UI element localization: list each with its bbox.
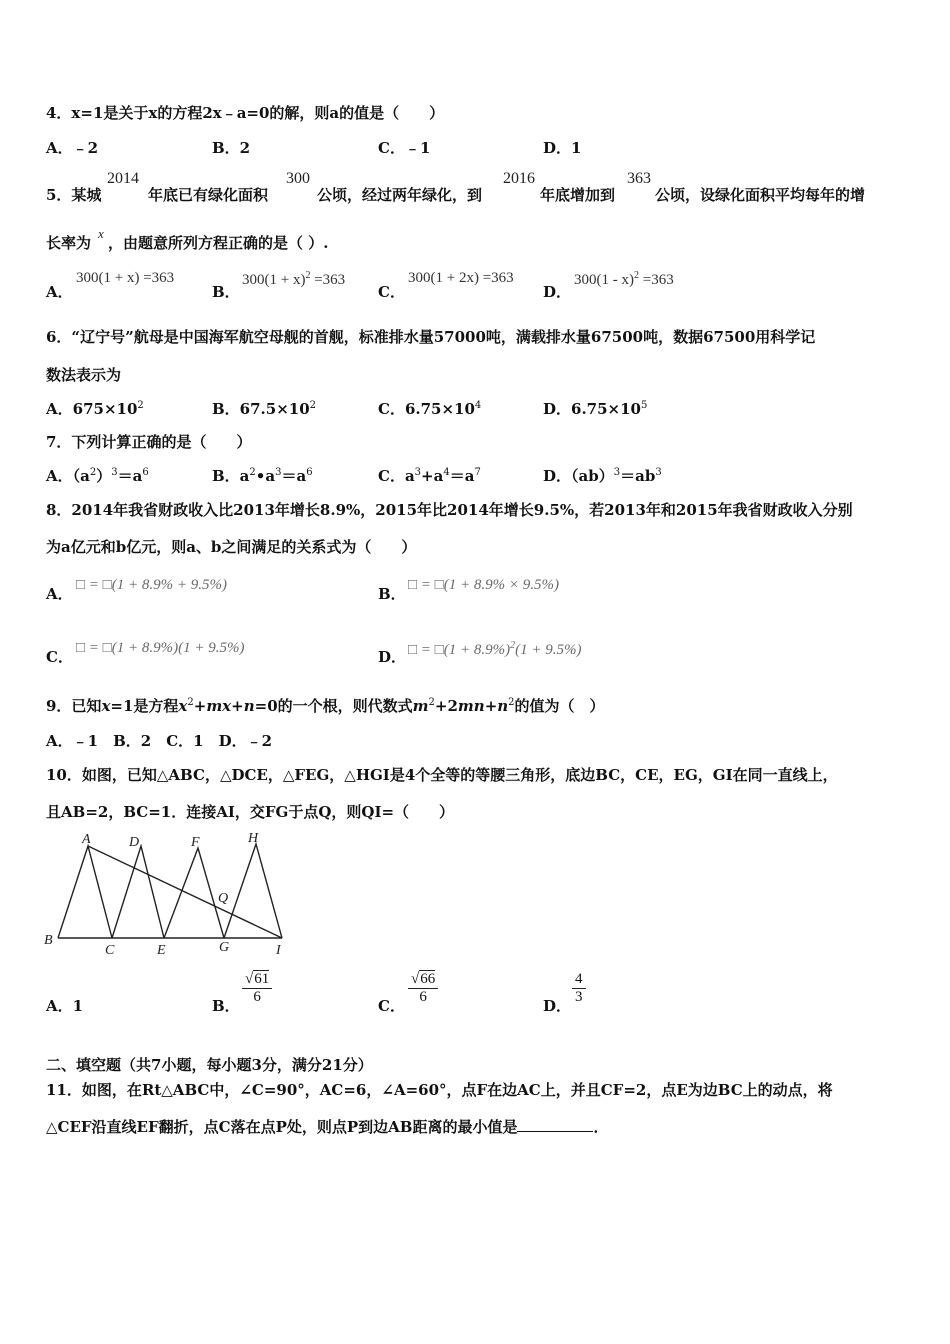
q6-option-d: D．$6.75\times 10^5$: [543, 400, 648, 418]
q8-option-a-label: A．: [46, 585, 73, 603]
q7-option-c: C．$a^3+a^4=a^7$: [378, 467, 481, 485]
q5-part2: 年底已有绿化面积: [148, 186, 269, 204]
q7-stem: 7．下列计算正确的是（ ）: [46, 433, 252, 451]
section2-title: 二、填空题（共7小题，每小题3分，满分21分）: [46, 1056, 373, 1074]
q5-option-d-expr: 300(1 - x)$^2$ =363: [574, 270, 674, 288]
q4-option-d: D．1: [543, 139, 582, 157]
q8-option-d-expr: □ = □(1 + 8.9%)$^2$(1 + 9.5%): [408, 640, 582, 658]
q5-option-d-label: D．: [543, 283, 572, 301]
q5-part4: 年底增加到: [540, 186, 616, 204]
q5-line2-a: 长率为: [46, 234, 92, 252]
q5-option-c-expr: 300(1 + 2x) =363: [408, 270, 514, 286]
fig-label-e: E: [157, 943, 166, 958]
q11-line2: △CEF沿直线EF翻折，点C落在点P处，则点P到边AB距离的最小值是 ．: [46, 1118, 609, 1136]
q5-option-a-expr: 300(1 + x) =363: [76, 270, 175, 286]
q10-option-d-label: D．: [543, 997, 572, 1015]
q9-options: A．﹣1 B．2 C．1 D．﹣2: [46, 732, 273, 750]
q10-line2: 且AB=2，BC=1．连接AI，交FG于点Q，则QI=（ ）: [46, 803, 455, 821]
fig-label-h: H: [248, 831, 259, 846]
fig-label-g: G: [219, 940, 230, 955]
fig-label-q: Q: [218, 891, 229, 906]
q8-option-b-label: B．: [378, 585, 406, 603]
q9-stem: 9．已知x=1是方程$x^2+mx+n=0$的一个根，则代数式$m^2+2mn+n^2$的值为（ ）: [46, 697, 605, 715]
fig-label-f: F: [191, 835, 200, 850]
q6-line2: 数法表示为: [46, 366, 122, 384]
q6-option-c: C．$6.75\times 10^4$: [378, 400, 482, 418]
q5-part3: 公顷，经过两年绿化，到: [317, 186, 483, 204]
q5-part5: 公顷，设绿化面积平均每年的增: [655, 186, 866, 204]
q6-line1: 6．“辽宁号”航母是中国海军航空母舰的首舰，标准排水量57000吨，满载排水量67500吨，数据67500用科学记: [46, 328, 816, 346]
fig-line-ai: [88, 846, 282, 938]
q5-year2: 2016: [503, 170, 535, 187]
fig-label-i: I: [276, 943, 281, 958]
q4-option-c: C．﹣1: [378, 139, 431, 157]
q10-option-b-label: B．: [212, 997, 240, 1015]
q6-option-b: B．$67.5\times 10^2$: [212, 400, 317, 418]
fig-triangle-abc: [58, 846, 112, 938]
q8-option-c-expr: □ = □(1 + 8.9%)(1 + 9.5%): [76, 640, 245, 656]
q7-option-d: D．$(ab)^3=ab^3$: [543, 467, 662, 485]
fig-label-a: A: [82, 832, 91, 847]
q4-option-a: A．﹣2: [46, 139, 99, 157]
q10-option-c-fraction: √66 6: [408, 971, 438, 1006]
q8-line1: 8．2014年我省财政收入比2013年增长8.9%，2015年比2014年增长9.5%，若2013年和2015年我省财政收入分别: [46, 501, 853, 519]
q5-value2: 363: [627, 170, 651, 187]
fig-label-b: B: [44, 933, 53, 948]
q10-option-b-fraction: √61 6: [242, 971, 272, 1006]
q6-option-a: A．$675\times 10^2$: [46, 400, 144, 418]
q8-line2: 为a亿元和b亿元，则a、b之间满足的关系式为（ ）: [46, 538, 417, 556]
q5-line2-b: ，由题意所列方程正确的是（ ）.: [108, 234, 329, 252]
q8-option-a-expr: □ = □(1 + 8.9% + 9.5%): [76, 577, 227, 593]
q5-option-a-label: A．: [46, 283, 73, 301]
q11-answer-blank[interactable]: [517, 1119, 593, 1132]
q10-option-a: A．1: [46, 997, 84, 1015]
fig-triangle-dce: [112, 846, 164, 938]
q8-option-b-expr: □ = □(1 + 8.9% × 9.5%): [408, 577, 559, 593]
q5-variable: x: [98, 226, 104, 241]
q7-option-a: A．$(a^2)^3=a^6$: [46, 467, 149, 485]
q5-option-b-label: B．: [212, 283, 240, 301]
q5-option-b-expr: $300(1 + x)^2 =363$: [242, 270, 346, 288]
q4-option-b: B．2: [212, 139, 251, 157]
q8-option-c-label: C．: [46, 648, 73, 666]
fig-triangle-feg: [164, 848, 224, 938]
q4-stem: 4．x=1是关于x的方程2x﹣a=0的解，则a的值是（ ）: [46, 104, 445, 122]
q5-value1: 300: [286, 170, 310, 187]
q5-option-c-label: C．: [378, 283, 405, 301]
q11-line1: 11．如图，在Rt△ABC中，∠C=90°，AC=6，∠A=60°，点F在边AC上，并且CF=2，点E为边BC上的动点，将: [46, 1081, 833, 1099]
q10-option-d-fraction: 4 3: [572, 971, 586, 1006]
fig-label-d: D: [129, 835, 140, 850]
q5-year1: 2014: [107, 170, 139, 187]
q10-line1: 10．如图，已知△ABC，△DCE，△FEG，△HGI是4个全等的等腰三角形，底边BC，CE，EG，GI在同一直线上，: [46, 766, 838, 784]
q7-option-b: B．$a^2•a^3=a^6$: [212, 467, 313, 485]
q10-option-c-label: C．: [378, 997, 405, 1015]
q10-triangle-figure: [44, 830, 290, 960]
q8-option-d-label: D．: [378, 648, 407, 666]
q5-part1: 5．某城: [46, 186, 102, 204]
fig-label-c: C: [105, 943, 115, 958]
